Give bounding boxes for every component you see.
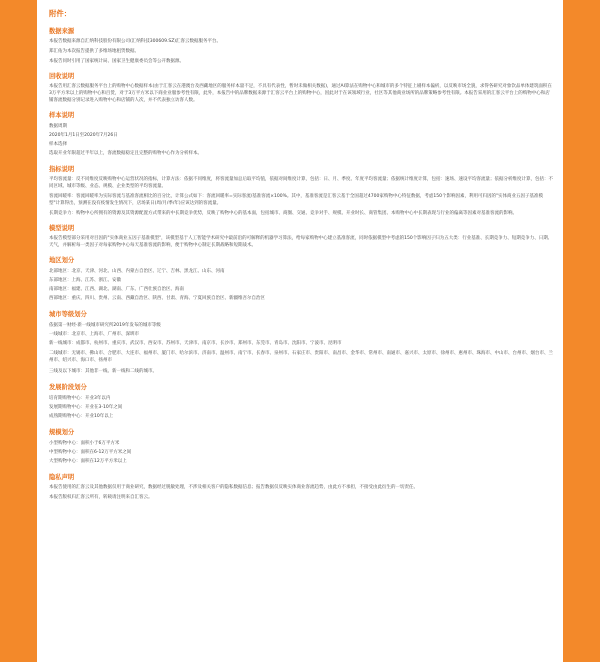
section-heading: 规模划分 [49,429,75,436]
section-metrics [49,165,553,217]
region-west: 西部地区：重庆、四川、贵州、云南、西藏自治区、陕西、甘肃、青海、宁夏回族自治区、新疆维吾尔自治区 [49,296,265,301]
stage-mature: 成熟期购物中心：开业10年以上 [49,414,114,419]
section-sample [49,111,553,158]
section-heading: 样本说明 [49,112,75,119]
section-heading: 指标说明 [49,166,75,173]
section-heading: 隐私声明 [49,474,75,481]
scale-small: 小型购物中心：面积小于6万平方米 [49,441,120,446]
city-tier-2: 二线城市：无锡市、佛山市、合肥市、大连市、福州市、厦门市、哈尔滨市、济南市、温州市、南宁市、长春市、泉州市、石家庄市、贵阳市、南昌市、金华市、常州市、南通市、嘉兴市、太原市、徐州市、惠州市、珠海市、中山市、台州市、烟台市、兰州市、绍兴市、海口市、扬州市 [49,351,553,363]
city-tier-source: 依据第一财经·新一线城市研究所2019年发布的城市等级 [49,323,161,328]
city-tier-1: 一线城市：北京市、上海市、广州市、深圳市 [49,332,139,337]
section-paragraph: 客流回暖率：客流回暖率为实际客流与基准客流相比的百分比，计算公式如下：客流回暖率=实际客流/基准客流×100%。其中，基准客流是汇客云基于全国超过4700家购物中心特征数据，考虑150个影响因素，利用可归因的"实体商业五因子基准模型"计算得出，预测在没有疫情发生情况下，店场某日(周/月/季/年)应该达到的客流量。 [49,194,544,206]
city-tier-3: 三线及以下城市：其他非一线、新一线和二线的城市。 [49,369,157,374]
section-paragraph: 本报告同时引用了国家统计局、国家卫生健康委员会等公开数据源。 [49,59,184,64]
section-paragraph: 本报告使用的汇客云及其他数据仅用于商业研究，数据经过脱敏处理，不涉及相关客户的隐私数据信息；报告数据仅反映实体商业客流趋势，由此方不承担，不接受由此衍生的一切责任。 [49,485,418,490]
section-paragraph: 本报告用汇客云数据服务平台上的购物中心数据样本(由于汇客云在港澳台及西藏地区的服务样本量不足，不具有代表性，暂时未做相关数据)，通过AI算法在购物中心和城市的多个特征上剔样本偏析，以反映市场全貌，求得各研究对象饮品单体建筑面积在3万平方米以上的购物中心和百货，对于3万平方米以下商业业服参考性有限，此外，本报告中的品牌数据来源于汇客云平台上的购物中心，因此对于在该领域行业，社区等其他商业场所的品牌策略参考性有限。本报告采用的汇客云平台上的购物中心和店铺客流数据分别记录进入购物中心和店铺的人次，并不代表独立访客人数。 [49,84,552,103]
section-heading: 城市等级划分 [49,311,87,318]
section-city-tiers [49,310,553,376]
section-paragraph: 本报告数据来源自汇纳科技股份有限公司(汇纳科技300609.SZ)汇客云数据服务平台。 [49,39,222,44]
section-sampling-note [49,72,553,104]
section-scale [49,428,553,466]
region-east: 东部地区：上海、江苏、浙江、安徽 [49,278,121,283]
report-appendix-page [37,0,563,662]
section-data-source [49,27,553,65]
city-tier-new-1: 新一线城市：成都市、杭州市、重庆市、武汉市、西安市、苏州市、天津市、南京市、长沙市、郑州市、东莞市、青岛市、沈阳市、宁波市、昆明市 [49,341,342,346]
section-model [49,224,553,249]
appendix-title: 附件： [49,9,72,18]
stage-nurturing: 培育期购物中心：开业3年以内 [49,396,111,401]
sample-label: 样本选择 [49,142,67,147]
section-heading: 发展阶段划分 [49,384,87,391]
region-north: 北部地区：北京、天津、河北、山西、内蒙古自治区、辽宁、吉林、黑龙江、山东、河南 [49,269,225,274]
section-paragraph: 平均客流量：反不同维度反映购物中心运营状况的指标，计算方法：依据不同维度，将客流量加总后取平均值，依据对间维度计算，包括：日、月、季度、年度平均客流量；依据统计维度计算，包括：速场、速设平均客流量；依据分析维度计算，包括：不同区域、城市等级、业态、规模、企业类型的平均客流量。 [49,177,553,189]
section-heading: 回收说明 [49,73,75,80]
section-heading: 地区划分 [49,257,75,264]
section-paragraph: 本报告模型部分采用对目因的"实体商业五因子基准模型"，该模型基于人工智能学术研究中最前沿的可解释的机器学习算法，给每家购物中心建立基准客流，同时依据模型中考虑的150个影响因子归为五大类：行业基准、长期竞争力、短期竞争力、日期、天气，并解析每一类因子对每家购物中心每天基准客流的影响，便于购物中心制定长期战略和短期战术。 [49,236,553,248]
section-stages [49,383,553,421]
scale-large: 大型购物中心：面积在12万平方米以上 [49,459,127,464]
section-regions [49,256,553,303]
sample-selection: 选取开业年限超过半年以上，客流数据稳定且完整的购物中心作为分析样本。 [49,151,202,156]
section-heading: 模型说明 [49,225,75,232]
sample-period: 2020年1月1日至2020年7月26日 [49,133,118,138]
section-paragraph: 长期竞争力：购物中心所拥有的资源及其资源配置方式带来的中长期竞争优势，反映了购物中心的基本面，包括城市、商圈、交通、竞争对手、规模、开业时长、商管集团、本购物中心中长期表现与行业的偏离等因素对基准客流的影响。 [49,211,517,216]
region-south: 南部地区：福建、江西、湖北、湖南、广东、广西壮族自治区、海南 [49,287,184,292]
section-paragraph: 郑汇佑为本次报告提供了多维场地租赁数据。 [49,49,139,54]
section-heading: 数据来源 [49,28,75,35]
stage-developing: 发展期购物中心：开业在3-10年之间 [49,405,123,410]
section-privacy [49,473,553,501]
scale-medium: 中型购物中心：面积在6-12万平方米之间 [49,450,132,455]
section-paragraph: 本报告版权归汇客云所有，转载请注明来自汇客云。 [49,495,153,500]
sample-label: 数据周期 [49,124,67,129]
